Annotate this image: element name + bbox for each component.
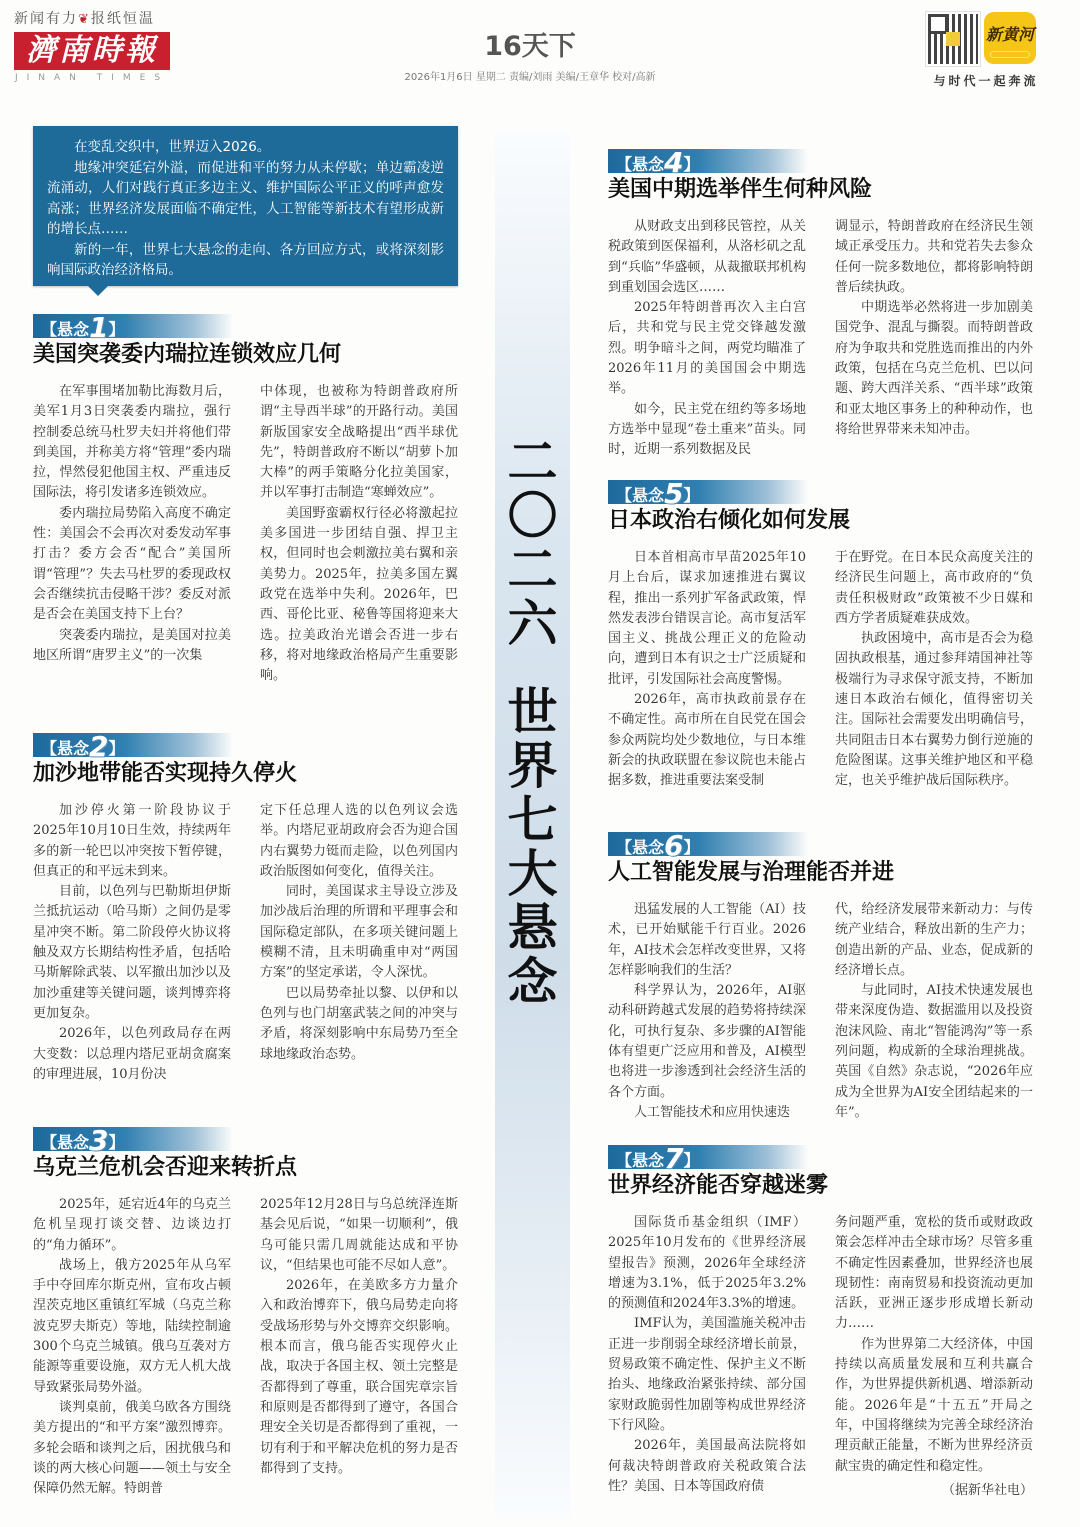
page-meta: 2026年1月6日 星期二 责编/刘雨 美编/王章华 校对/高新 (404, 72, 656, 83)
suspense-tag: 【悬念3】 (33, 1127, 233, 1151)
slogan-right: 报纸恒温 (90, 11, 155, 27)
article-body (33, 801, 458, 1085)
article-column-right (260, 801, 458, 1085)
article-column-left (608, 900, 806, 1123)
article-paragraph: 2025年12月28日与乌总统泽连斯基会见后说，“如果一切顺利”，俄乌可能只需几周就能达成和平协议，“但结果也可能不尽如人意”。 (260, 1197, 458, 1273)
suspense-tag: 【悬念4】 (608, 149, 808, 173)
page-title: 16天下 (484, 31, 576, 62)
suspense-tag: 【悬念1】 (33, 314, 233, 338)
article-headline: 人工智能发展与治理能否并进 (608, 860, 895, 885)
article-column-left (33, 801, 231, 1085)
article-suspense-4 (608, 146, 1033, 461)
app-logo-icon[interactable]: 新黄河 (984, 12, 1036, 64)
article-paragraph: 战场上，俄方2025年从乌军手中夺回库尔斯克州，宣布攻占顿涅茨克地区重镇红军城（乌克兰称波克罗夫斯克）等地，陆续控制逾300个乌克兰城镇。俄乌互袭对方能源等重要设施，双方无人机大战导致紧张局势外溢。 (33, 1257, 231, 1395)
article-column-left (33, 1195, 231, 1499)
article-paragraph: 2026年，以色列政局存在两大变数：以总理内塔尼亚胡贪腐案的审理进展，10月份决 (33, 1026, 231, 1082)
suspense-tag: 【悬念7】 (608, 1145, 808, 1169)
qr-code-icon[interactable] (926, 12, 980, 66)
article-paragraph: 2025年，延宕近4年的乌克兰危机呈现打谈交替、边谈边打的“角力循环”。 (33, 1197, 231, 1253)
article-paragraph: 目前，以色列与巴勒斯坦伊斯兰抵抗运动（哈马斯）之间仍是零星冲突不断。第二阶段停火协议将触及双方长期结构性矛盾，包括哈马斯解除武装、以军撤出加沙以及加沙重建等关键问题，谈判博弈将更加复杂。 (33, 884, 231, 1021)
article-column-left (608, 548, 806, 792)
article-paragraph: 同时，美国谋求主导设立涉及加沙战后治理的所谓和平理事会和国际稳定部队，在多项关键问题上模糊不清，且未明确重申对“两国方案”的坚定承诺，令人深忧。 (260, 884, 458, 981)
article-paragraph: 与此同时，AI技术快速发展也带来深度伪造、数据滥用以及投资泡沫风险、南北“智能鸿沟”等一系列问题，构成新的全球治理挑战。英国《自然》杂志说，“2026年应成为全世界为AI安全团结起来的一年”。 (835, 983, 1033, 1120)
article-paragraph: 定下任总理人选的以色列议会选举。内塔尼亚胡政府会否为迎合国内右翼势力铤而走险，以色列国内政治版图如何变化，值得关注。 (260, 803, 458, 879)
article-paragraph: 在军事围堵加勒比海数月后，美军1月3日突袭委内瑞拉，强行控制委总统马杜罗夫妇并将他们带到美国，并称美方将“管理”委内瑞拉，悍然侵犯他国主权、严重违反国际法，将引发诸多连锁效应。 (33, 384, 231, 501)
slogan-left: 新闻有力 (14, 11, 78, 27)
article-headline: 乌克兰危机会否迎来转折点 (33, 1155, 298, 1180)
suspense-number: 5 (664, 477, 684, 510)
article-paragraph: 突袭委内瑞拉，是美国对拉美地区所谓“唐罗主义”的一次集 (33, 627, 231, 663)
article-body (608, 1213, 1033, 1501)
article-column-right (835, 1213, 1033, 1501)
article-paragraph: 2026年，美国最高法院将如何裁决特朗普政府关税政策合法性？美国、日本等国政府债 (608, 1438, 806, 1494)
article-paragraph: 2026年，高市执政前景存在不确定性。高市所在自民党在国会参众两院均处少数地位，与日本维新会的执政联盟在参议院也未能占据多数，推进重要法案受制 (608, 692, 806, 789)
article-paragraph: 务问题严重，宽松的货币或财政政策会怎样冲击全球市场？尽管多重不确定性因素叠加，世界经济也展现韧性：南南贸易和投资流动更加活跃，亚洲正逐步形成增长新动力…… (835, 1215, 1033, 1332)
article-body (608, 217, 1033, 461)
article-paragraph: 执政困境中，高市是否会为稳固执政根基，通过参拜靖国神社等极端行为寻求保守派支持，不断加速日本政治右倾化，值得密切关注。国际社会需要发出明确信号，共同阻击日本右翼势力倒行逆施的危险图谋。这事关维护地区和平稳定，也关乎维护战后国际秩序。 (835, 631, 1033, 789)
article-paragraph: 从财政支出到移民管控，从关税政策到医保福利，从洛杉矶之乱到“兵临”华盛顿，从裁撤联邦机构到重划国会选区…… (608, 219, 806, 295)
suspense-number: 1 (89, 311, 109, 344)
vertical-title: 二 〇 二 六 世 界 七 大 悬 念 (507, 432, 558, 1011)
article-suspense-3 (33, 1124, 458, 1499)
article-paragraph: 谈判桌前，俄美乌欧各方围绕美方提出的“和平方案”激烈博弈。多轮会晤和谈判之后，困扰俄乌和谈的两大核心问题——领土与安全保障仍然无解。特朗普 (33, 1399, 231, 1497)
article-column-right (835, 217, 1033, 461)
article-headline: 美国中期选举伴生何种风险 (608, 177, 873, 202)
article-paragraph: 迅猛发展的人工智能（AI）技术，已开始赋能千行百业。2026年，AI技术会怎样改变世界，又将怎样影响我们的生活？ (608, 902, 806, 978)
center-title-strip (495, 130, 570, 1520)
article-paragraph: 调显示，特朗普政府在经济民生领域正承受压力。共和党若失去参众任何一院多数地位，都将影响特朗普后续执政。 (835, 219, 1033, 295)
article-column-left (608, 217, 806, 461)
article-paragraph: 代，给经济发展带来新动力：与传统产业结合，释放出新的生产力；创造出新的产品、业态，促成新的经济增长点。 (835, 902, 1033, 978)
newspaper-logo-english: JINAN TIMES (14, 73, 170, 83)
article-column-right (835, 548, 1033, 792)
article-headline: 世界经济能否穿越迷雾 (608, 1173, 829, 1198)
article-paragraph: 2026年，在美欧多方力量介入和政治博弈下，俄乌局势走向将受战场形势与外交博弈交织影响。根本而言，俄乌能否实现停火止战，取决于各国主权、领土完整是否都得到了尊重，联合国宪章宗旨和原则是否都得到了遵守，各国合理安全关切是否都得到了重视，一切有利于和平解决危机的努力是否都得到了支持。 (260, 1278, 458, 1476)
article-column-right (835, 900, 1033, 1123)
intro-paragraph: 地缘冲突延宕外溢，而促进和平的努力从未停歇；单边霸凌逆流涌动，人们对践行真正多边主义、维护国际公平正义的呼声愈发高涨；世界经济发展面临不确定性，人工智能等新技术有望形成新的增长点…… (47, 159, 444, 237)
intro-paragraph: 在变乱交织中，世界迈入2026。 (74, 139, 271, 155)
article-column-left (33, 382, 231, 686)
intro-paragraph: 新的一年，世界七大悬念的走向、各方回应方式，或将深刻影响国际政治经济格局。 (47, 241, 444, 278)
article-paragraph: 如今，民主党在纽约等多场地方选举中显现“卷土重来”苗头。同时，近期一系列数据及民 (608, 401, 806, 458)
article-body (33, 382, 458, 686)
masthead (14, 10, 184, 83)
article-suspense-7 (608, 1142, 1033, 1501)
suspense-tag: 【悬念2】 (33, 733, 233, 757)
intro-box (33, 126, 458, 286)
article-paragraph: 人工智能技术和应用快速迭 (634, 1104, 791, 1120)
article-paragraph: 于在野党。在日本民众高度关注的经济民生问题上，高市政府的“负责任积极财政”政策被不少日媒和西方学者质疑难获成效。 (835, 550, 1033, 626)
article-paragraph: 委内瑞拉局势陷入高度不确定性：美国会不会再次对委发动军事打击？委方会否“配合”美国所谓“管理”？失去马杜罗的委现政权会否继续抗击侵略干涉？委反对派是否会在美国支持下上台？ (33, 505, 231, 623)
suspense-tag: 【悬念5】 (608, 480, 808, 504)
article-suspense-6 (608, 829, 1033, 1123)
article-paragraph: IMF认为，美国滥施关税冲击正进一步削弱全球经济增长前景，贸易政策不确定性、保护主义不断抬头、地缘政治紧张持续、部分国家财政脆弱性加剧等构成世界经济下行风险。 (608, 1316, 806, 1433)
suspense-number: 7 (664, 1142, 684, 1175)
article-headline: 美国突袭委内瑞拉连锁效应几何 (33, 342, 342, 367)
article-column-right (260, 382, 458, 686)
article-paragraph: 日本首相高市早苗2025年10月上台后，谋求加速推进右翼议程，推出一系列扩军备武政策，悍然发表涉台错误言论。高市复活军国主义、挑战公理正义的危险动向，遭到日本有识之士广泛质疑和批评，引发国际社会高度警惕。 (608, 550, 806, 687)
article-body (33, 1195, 458, 1499)
article-headline: 日本政治右倾化如何发展 (608, 508, 851, 533)
article-column-left (608, 1213, 806, 1501)
article-headline: 加沙地带能否实现持久停火 (33, 761, 298, 786)
article-paragraph: 科学界认为，2026年，AI驱动科研跨越式发展的趋势将持续深化，可执行复杂、多步骤的AI智能体有望更广泛应用和普及，AI模型也将进一步渗透到社会经济生活的各个方面。 (608, 983, 806, 1100)
article-paragraph: 美国野蛮霸权行径必将激起拉美多国进一步团结自强、捍卫主权，但同时也会刺激拉美右翼和亲美势力。2025年，拉美多国左翼政党在选举中失利。2026年，巴西、哥伦比亚、秘鲁等国将迎来大选。拉美政治光谱会否进一步右移，将对地缘政治格局产生重要影响。 (260, 505, 458, 684)
page-header (380, 30, 680, 83)
brand-slogan: 与时代一起奔流 (933, 74, 1039, 88)
intro-pointer-icon (88, 286, 108, 296)
article-paragraph: 加沙停火第一阶段协议于2025年10月10日生效，持续两年多的新一轮巴以冲突按下暂停键，但真正的和平远未到来。 (33, 803, 231, 879)
article-paragraph: 中体现，也被称为特朗普政府所谓“主导西半球”的开路行动。美国新版国家安全战略提出“西半球优先”，特朗普政府不断以“胡萝卜加大棒”的两手策略分化拉美国家，并以军事打击制造“寒蝉效应”。 (260, 384, 458, 501)
suspense-tag: 【悬念6】 (608, 832, 808, 856)
article-source: （据新华社电） (941, 1482, 1033, 1498)
article-body (608, 900, 1033, 1123)
article-column-right (260, 1195, 458, 1499)
article-paragraph: 中期选举必然将进一步加剧美国党争、混乱与撕裂。而特朗普政府为争取共和党胜选而推出的内外政策，包括在乌克兰危机、巴以问题、跨大西洋关系、“西半球”政策和亚太地区事务上的种种动作，也将给世界带来未知冲击。 (835, 300, 1033, 437)
article-suspense-5 (608, 477, 1033, 792)
article-body (608, 548, 1033, 792)
article-paragraph: 作为世界第二大经济体，中国持续以高质量发展和互利共赢合作，为世界提供新机遇、增添新动能。2026年是“十五五”开局之年，中国将继续为完善全球经济治理贡献正能量，不断为世界经济贡献宝贵的确定性和稳定性。 (835, 1336, 1033, 1474)
suspense-number: 2 (89, 730, 109, 763)
article-paragraph: 巴以局势牵扯以黎、以伊和以色列与也门胡塞武装之间的冲突与矛盾，将深刻影响中东局势乃至全球地缘政治态势。 (260, 985, 458, 1062)
masthead-slogan (14, 10, 184, 29)
article-suspense-1 (33, 311, 458, 686)
article-paragraph: 2025年特朗普再次入主白宫后，共和党与民主党交锋越发激烈。明争暗斗之间，两党均瞄准了2026年11月的美国国会中期选举。 (608, 300, 806, 397)
newspaper-logo: 濟南時報 (14, 32, 170, 70)
article-paragraph: 国际货币基金组织（IMF）2025年10月发布的《世界经济展望报告》预测，2026年全球经济增速为3.1%，低于2025年3.2%的预测值和2024年3.3%的增速。 (608, 1215, 806, 1312)
suspense-number: 3 (89, 1124, 109, 1157)
suspense-number: 4 (664, 146, 684, 179)
bird-icon: ❦ (78, 12, 91, 27)
article-suspense-2 (33, 730, 458, 1085)
suspense-number: 6 (664, 829, 684, 862)
